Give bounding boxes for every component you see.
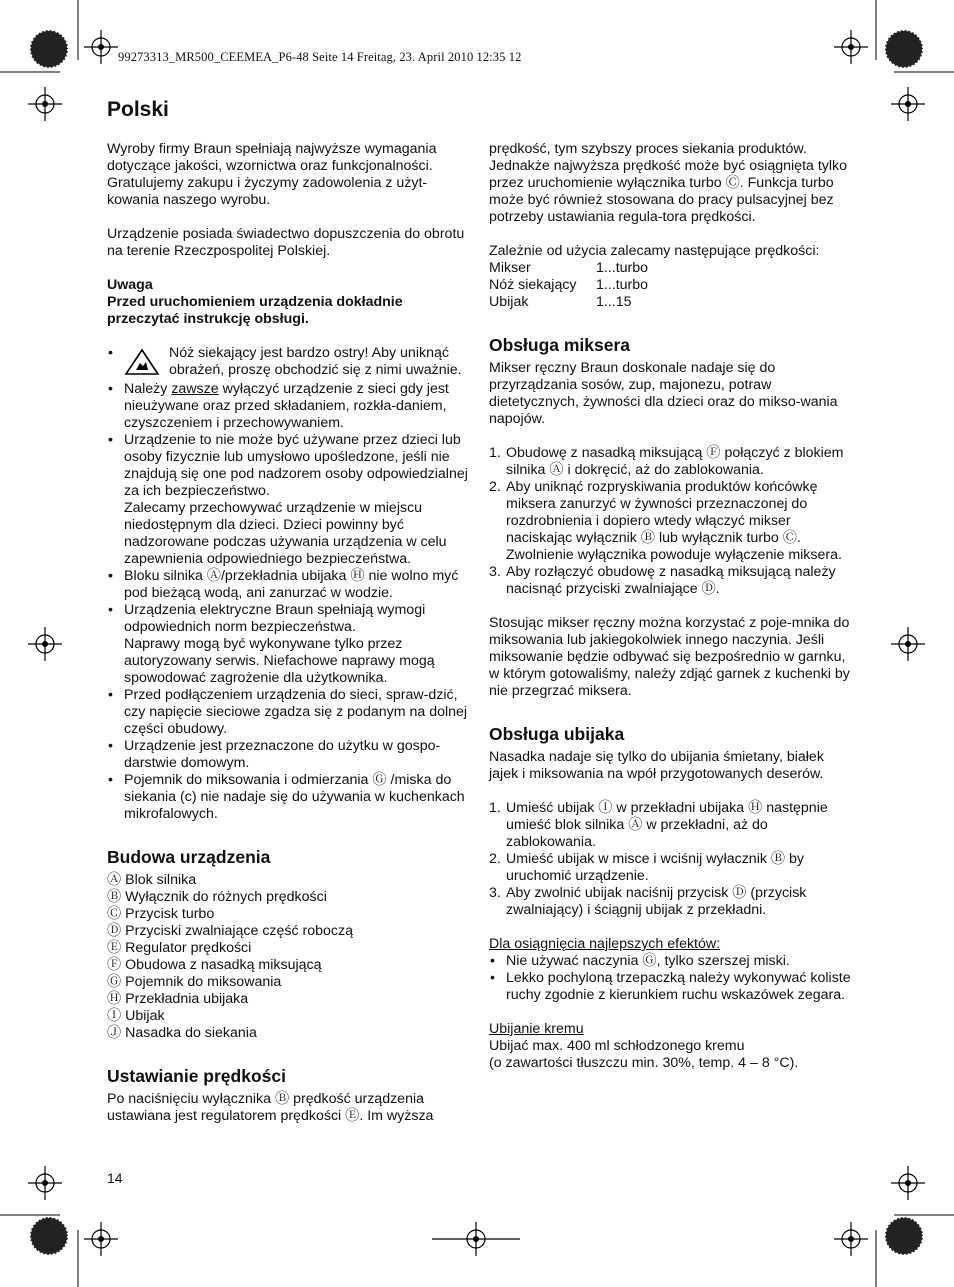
left-column (107, 141, 469, 1125)
list-item: • Urządzenie to nie może być używane przez dzieci lub osoby fizycznie lub umysłowo upośledzone, jeśli nie znajdują się one pod nadzorem osoby odpowiedzialnej za ich bezpieczeństwo. Zalecamy przechowywać urządzenie w miejscu niedostępnym dla dzieci. Dzieci powinny być nadzorowane podczas używania urządzenia w celu zapewnienia odpowiedniego bezpieczeństwa. (107, 432, 469, 568)
list-item: Ⓔ Regulator prędkości (107, 940, 252, 956)
right-column (489, 141, 851, 1072)
intro-paragraph: Wyroby firmy Braun spełniają najwyższe wymagania dotyczące jakości, wzornictwa oraz funkcjonalności. Gratulujemy zakupu i życzymy zadowolenia z użyt-kowania naszego wyrobu. (107, 141, 437, 208)
best-results-list (489, 953, 851, 1004)
mixer-intro: Mikser ręczny Braun doskonale nadaje się do przyrządzania sosów, zup, majonezu, potraw dietetycznych, żywności dla dzieci oraz do mikso-wania napojów. (489, 360, 838, 427)
list-item: • Bloku silnika Ⓐ/przekładnia ubijaka Ⓗ nie wolno myć pod bieżącą wodą, ani zanurzać w wodzie. (107, 568, 469, 602)
warning-text: Przed uruchomieniem urządzenia dokładnie przeczytać instrukcję obsługi. (107, 294, 403, 327)
speed-table (489, 260, 851, 311)
page-title: Polski (107, 98, 169, 121)
table-row: Nóż siekający 1...turbo (489, 277, 649, 293)
whisk-steps (489, 800, 851, 919)
list-item: 2. Aby uniknąć rozpryskiwania produktów końcówkę miksera zanurzyć w żywności przeznaczonej do rozdrobnienia i dopiero wtedy włączyć mikser naciskając wyłącznik Ⓑ lub wyłącznik turbo Ⓒ. Zwolnienie wyłącznika powoduje wyłączenie miksera. (489, 479, 842, 563)
list-item: 2. Umieść ubijak w misce i wciśnij wyłacznik Ⓑ by uruchomić urządzenie. (489, 851, 804, 884)
list-item: Ⓓ Przyciski zwalniające część roboczą (107, 923, 353, 939)
warning-title: Uwaga (107, 277, 153, 293)
print-header: 99273313_MR500_CEEMEA_P6-48 Seite 14 Freitag, 23. April 2010 12:35 12 (118, 50, 522, 64)
list-item: • Należy zawsze wyłączyć urządzenie z sieci gdy jest nieużywane oraz przed składaniem, rozkła-daniem, czyszczeniem i przechowywaniem. (107, 381, 469, 432)
knife-warning: • Nóż siekający jest bardzo ostry! Aby uniknąć obrażeń, proszę obchodzić się z nimi uważnie. (169, 345, 462, 378)
list-item (107, 345, 469, 381)
list-item: • Pojemnik do miksowania i odmierzania Ⓖ /miska do siekania (c) nie nadaje się do używania w kuchenkach mikrofalowych. (107, 772, 469, 823)
list-item: Ⓒ Przycisk turbo (107, 906, 215, 922)
list-item: Ⓗ Przekładnia ubijaka (107, 991, 249, 1007)
best-results-title: Dla osiągnięcia najlepszych efektów: (489, 936, 721, 952)
speed-paragraph: Po naciśnięciu wyłącznika Ⓑ prędkość urządzenia ustawiana jest regulatorem prędkości Ⓔ. Im wyższa (107, 1091, 434, 1124)
section-heading: Obsługa miksera (489, 335, 631, 355)
list-item: Ⓖ Pojemnik do miksowania (107, 974, 282, 990)
list-item: Ⓙ Nasadka do siekania (107, 1025, 257, 1041)
table-row: Ubijak 1...15 (489, 294, 632, 310)
safety-list (107, 345, 469, 823)
list-item: Ⓘ Ubijak (107, 1008, 165, 1024)
mixer-note: Stosując mikser ręczny można korzystać z poje-mnika do miksowania lub jakiegokolwiek innego naczynia. Jeśli miksowanie będzie odbywać się bezpośrednio w garnku, w którym gotowaliśmy, należy zdjąć garnek z kuchenki by nie przegrzać miksera. (489, 615, 850, 699)
cream-line: (o zawartości tłuszczu min. 30%, temp. 4 – 8 °C). (489, 1055, 799, 1071)
table-row: Mikser 1...turbo (489, 260, 649, 276)
section-heading: Obsługa ubijaka (489, 724, 625, 744)
speed-continued: prędkość, tym szybszy proces siekania produktów. Jednakże najwyższa prędkość może być osiągnięta tylko przez uruchomienie wyłącznika turbo Ⓒ. Funkcja turbo może być również stosowana do pracy pulsacyjnej bez potrzeby ustawiania regula-tora prędkości. (489, 141, 848, 225)
list-item: Ⓐ Blok silnika (107, 872, 197, 888)
list-item: Ⓕ Obudowa z nasadką miksującą (107, 957, 322, 973)
page-number: 14 (107, 1170, 123, 1186)
list-item: • Nie używać naczynia Ⓖ, tylko szerszej miski. (489, 953, 851, 970)
cream-title: Ubijanie kremu (489, 1021, 584, 1037)
warning-triangle-icon (124, 345, 169, 381)
list-item: Ⓑ Wyłącznik do różnych prędkości (107, 889, 327, 905)
list-item: • Lekko pochyloną trzepaczką należy wykonywać koliste ruchy zgodnie z kierunkiem ruchu wskazówek zegara. (489, 970, 851, 1004)
list-item: 1. Umieść ubijak Ⓘ w przekładni ubijaka Ⓗ następnie umieść blok silnika Ⓐ w przekładni, aż do zablokowania. (489, 800, 828, 850)
list-item: • Urządzenia elektryczne Braun spełniają wymogi odpowiednich norm bezpieczeństwa. Naprawy mogą być wykonywane tylko przez autoryzowany serwis. Niefachowe naprawy mogą spowodować zagrożenie dla użytkownika. (107, 602, 469, 687)
list-item: 3. Aby zwolnić ubijak naciśnij przycisk Ⓓ (przycisk zwalniający) i ściągnij ubijak z przekładni. (489, 885, 807, 918)
mixer-steps (489, 445, 851, 598)
list-item: • Urządzenie jest przeznaczone do użytku w gospo-darstwie domowym. (107, 738, 469, 772)
parts-list (107, 872, 469, 1042)
whisk-intro: Nasadka nadaje się tylko do ubijania śmietany, białek jajek i miksowania na wpół przygotowanych deserów. (489, 749, 824, 782)
cream-line: Ubijać max. 400 ml schłodzonego kremu (489, 1038, 745, 1054)
list-item: • Przed podłączeniem urządzenia do sieci, spraw-dzić, czy napięcie sieciowe zgadza się z podanym na dolnej części obudowy. (107, 687, 469, 738)
section-heading: Ustawianie prędkości (107, 1066, 286, 1086)
speed-recommendation: Zależnie od użycia zalecamy następujące prędkości: (489, 243, 820, 259)
list-item: 3. Aby rozłączyć obudowę z nasadką miksującą należy nacisnąć przyciski zwalniające Ⓓ. (489, 564, 836, 597)
list-item: 1. Obudowę z nasadką miksującą Ⓕ połączyć z blokiem silnika Ⓐ i dokręcić, aż do zablokowania. (489, 445, 844, 478)
section-heading: Budowa urządzenia (107, 847, 271, 867)
certificate-paragraph: Urządzenie posiada świadectwo dopuszczenia do obrotu na terenie Rzeczpospolitej Polskiej. (107, 226, 465, 259)
